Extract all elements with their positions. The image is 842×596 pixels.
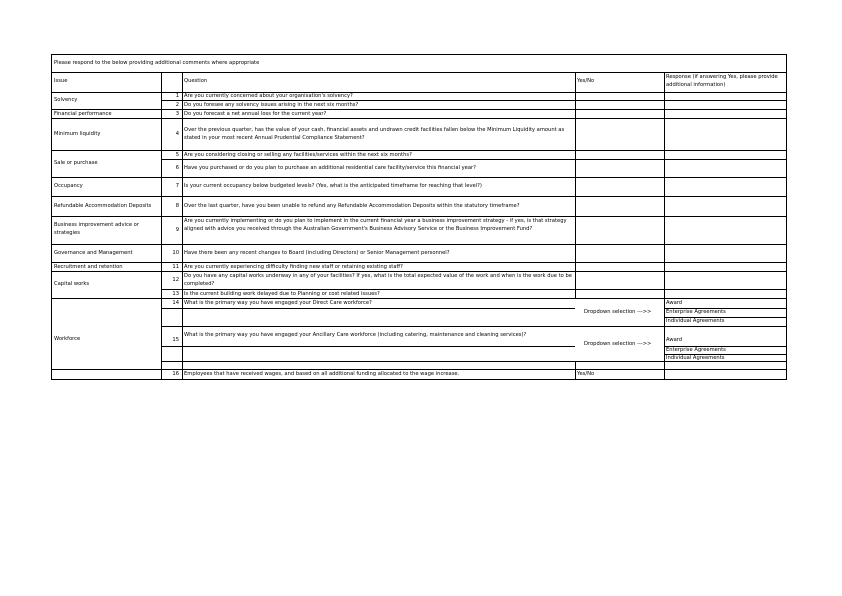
issue-solvency: Solvency — [54, 97, 78, 103]
issue-business-improvement: Business improvement advice or strategies — [54, 222, 139, 236]
question-text: Is the current building work delayed due to Planning or cost related issues? — [184, 291, 380, 297]
question-text: Is your current occupancy below budgeted levels? (Yes, what is the anticipated timeframe for reaching that level?) — [184, 183, 482, 189]
question-text: What is the primary way you have engaged your Direct Care workforce? — [184, 300, 372, 306]
issue-minimum-liquidity: Minimum liquidity — [54, 131, 101, 137]
row-number: 6 — [175, 165, 179, 171]
row-number: 15 — [172, 337, 179, 343]
option-individual-agreements[interactable]: Individual Agreements — [666, 355, 725, 361]
dropdown-label-direct-care[interactable]: Dropdown selection --->> — [584, 309, 652, 315]
question-text: Have you purchased or do you plan to purchase an additional residential care facility/service this financial year? — [184, 165, 476, 171]
table-title: Please respond to the below providing additional comments where appropriate — [54, 60, 260, 66]
issue-capital-works: Capital works — [54, 281, 90, 287]
row-number: 9 — [175, 227, 179, 233]
row-number: 4 — [175, 131, 179, 137]
issue-governance: Governance and Management — [54, 250, 133, 256]
question-text: Do you have any capital works underway in any of your facilities? If yes, what is the total expected value of the work and when is the work due to be completed? — [184, 273, 572, 287]
row-number: 11 — [172, 264, 179, 270]
row-number: 7 — [175, 183, 179, 189]
question-text: What is the primary way you have engaged your Ancillary Care workforce (including catering, maintenance and cleaning services)? — [184, 332, 527, 338]
question-text: Are you currently implementing or do you plan to implement in the current financial year a business improvement strategy - if yes, is that strategy aligned with advice you received through the Australian Government's Business Advisory Service or the Business Improvement Fund? — [184, 218, 567, 232]
issue-occupancy: Occupancy — [54, 183, 83, 189]
row-number: 12 — [172, 277, 179, 283]
row-number: 2 — [175, 102, 179, 108]
row-number: 14 — [172, 300, 179, 306]
option-award[interactable]: Award — [666, 300, 683, 306]
option-individual-agreements[interactable]: Individual Agreements — [666, 318, 725, 324]
issue-recruitment: Recruitment and retention — [54, 264, 123, 270]
question-text: Over the last quarter, have you been unable to refund any Refundable Accommodation Deposits within the statutory timeframe? — [184, 203, 520, 209]
questionnaire-table — [51, 54, 787, 380]
option-award[interactable]: Award — [666, 337, 683, 343]
question-text: Are you currently concerned about your organisation's solvency? — [184, 93, 353, 99]
header-question: Question — [184, 78, 208, 84]
yes-no-select[interactable]: Yes/No — [577, 371, 595, 377]
question-text: Over the previous quarter, has the value of your cash, financial assets and undrawn credit facilities fallen below the Minimum Liquidity amount as stated in your most recent Annual Prudential Compliance Statement? — [184, 127, 565, 141]
header-response: Response (if answering Yes, please provide additional information) — [666, 74, 778, 88]
row-number: 10 — [172, 250, 179, 256]
question-text: Have there been any recent changes to Board (including Directors) or Senior Management personnel? — [184, 250, 450, 256]
question-text: Do you forecast a net annual loss for the current year? — [184, 111, 327, 117]
header-issue: Issue — [54, 78, 68, 84]
row-number: 8 — [175, 203, 179, 209]
issue-refundable-deposits: Refundable Accommodation Deposits — [54, 203, 152, 209]
row-number: 3 — [175, 111, 179, 117]
dropdown-label-ancillary-care[interactable]: Dropdown selection --->> — [584, 341, 652, 347]
issue-workforce: Workforce — [54, 336, 81, 342]
question-text: Are you considering closing or selling any facilities/services within the next six months? — [184, 152, 412, 158]
question-text: Are you currently experiencing difficulty finding new staff or retaining existing staff? — [184, 264, 403, 270]
header-yes-no: Yes/No — [577, 78, 595, 84]
issue-sale-or-purchase: Sale or purchase — [54, 160, 98, 166]
row-number: 1 — [175, 93, 179, 99]
row-number: 5 — [175, 152, 179, 158]
option-enterprise-agreements[interactable]: Enterprise Agreements — [666, 309, 726, 315]
row-number: 16 — [172, 371, 179, 377]
row-number: 13 — [172, 291, 179, 297]
question-text: Employees that have received wages, and based on all additional funding allocated to the wage increase. — [184, 371, 460, 377]
issue-financial-performance: Financial performance — [54, 111, 112, 117]
option-enterprise-agreements[interactable]: Enterprise Agreements — [666, 347, 726, 353]
question-text: Do you foresee any solvency issues arising in the next six months? — [184, 102, 359, 108]
